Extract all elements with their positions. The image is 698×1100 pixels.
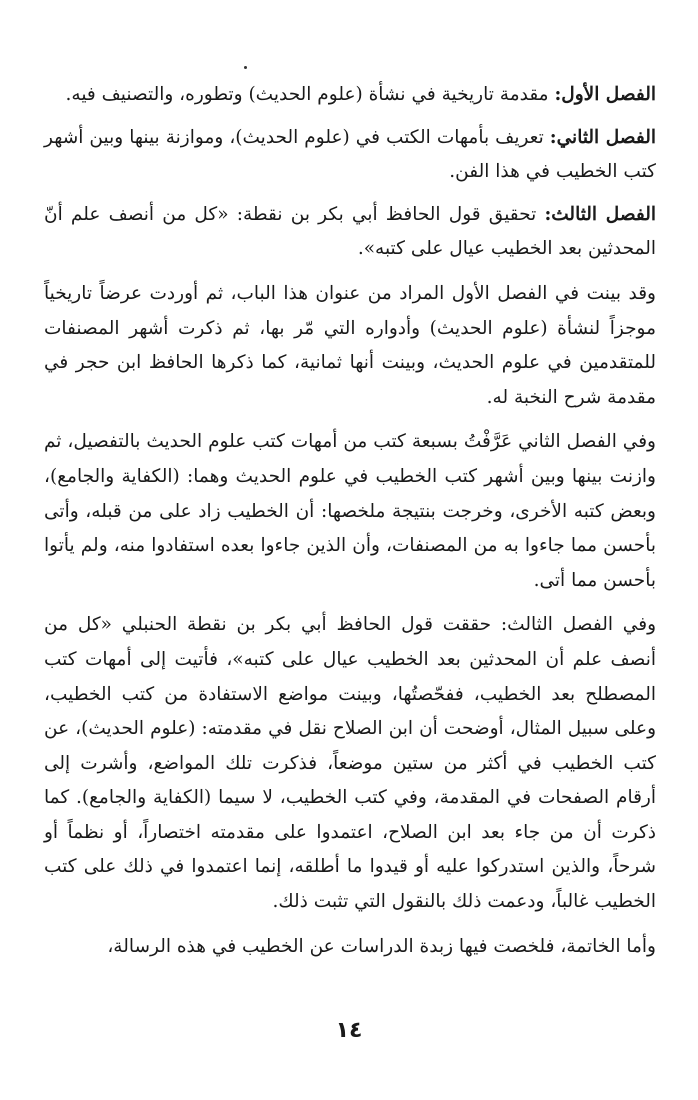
body-paragraph: وفي الفصل الثالث: حققت قول الحافظ أبي بكر بن نقطة الحنبلي «كل من أنصف علم أن المحدثين بعد الخطيب عيال على كتبه»، فأتيت إلى أمهات كتب المصطلح بعد الخطيب، ففحّصتُها، وبينت مواضع الاستفادة من كتب الخطيب، وعلى سبيل المثال، أوضحت أن ابن الصلاح نقل في مقدمته: (علوم الحديث)، عن كتب الخطيب في أكثر من ستين موضعاً، فذكرت تلك المواضع، وأشرت إلى أرقام الصفحات في المقدمة، وفي كتب الخطيب، لا سيما (الكفاية والجامع). كما ذكرت أن من جاء بعد ابن الصلاح، اعتمدوا على مقدمته اختصاراً، أو نظماً أو شرحاً، والذين استدركوا عليه أو قيدوا ما أطلقه، إنما اعتمدوا في ذلك على كتب الخطيب غالباً، ودعمت ذلك بالنقول التي تثبت ذلك. — [44, 614, 656, 913]
page-mark — [244, 66, 247, 69]
chapter-description: مقدمة تاريخية في نشأة (علوم الحديث) وتطوره، والتصنيف فيه. — [65, 84, 555, 105]
chapter-heading: الفصل الثالث: — [544, 203, 656, 225]
page-body — [44, 78, 656, 974]
chapter-description: تعريف بأمهات الكتب في (علوم الحديث)، وموازنة بينها وبين أشهر كتب الخطيب في هذا الفن. — [44, 126, 656, 183]
page-number: ١٤ — [335, 1018, 363, 1043]
chapter-description: تحقيق قول الحافظ أبي بكر بن نقطة: «كل من أنصف علم أنّ المحدثين بعد الخطيب عيال على كتبه». — [44, 203, 656, 260]
chapter-two-entry — [44, 121, 656, 190]
chapter-three-entry — [44, 198, 656, 267]
body-paragraph: وأما الخاتمة، فلخصت فيها زبدة الدراسات عن الخطيب في هذه الرسالة، — [107, 935, 656, 957]
body-paragraph: وفي الفصل الثاني عَرَّفْتُ بسبعة كتب من أمهات كتب علوم الحديث بالتفصيل، ثم وازنت بينها وبين أشهر كتب الخطيب في علوم الحديث وهما: (الكفاية والجامع)، وبعض كتبه الأخرى، وخرجت بنتيجة ملخصها: أن الخطيب زاد على من قبله، وأتى بأحسن مما جاءوا به من المصنفات، وأن الذين جاءوا بعده استفادوا منه، ولم يأتوا بأحسن مما أتى. — [44, 431, 656, 591]
chapter-heading: الفصل الثاني: — [549, 126, 656, 148]
body-paragraph: وقد بينت في الفصل الأول المراد من عنوان هذا الباب، ثم أوردت عرضاً تاريخياً موجزاً لنشأة (علوم الحديث) وأدواره التي مّر بها، ثم ذكرت أشهر المصنفات للمتقدمين في علوم الحديث، وبينت أنها ثمانية، كما ذكرها الحافظ ابن حجر في مقدمة شرح النخبة له. — [44, 282, 656, 408]
chapter-one-entry — [44, 78, 656, 113]
chapter-heading: الفصل الأول: — [554, 84, 656, 105]
